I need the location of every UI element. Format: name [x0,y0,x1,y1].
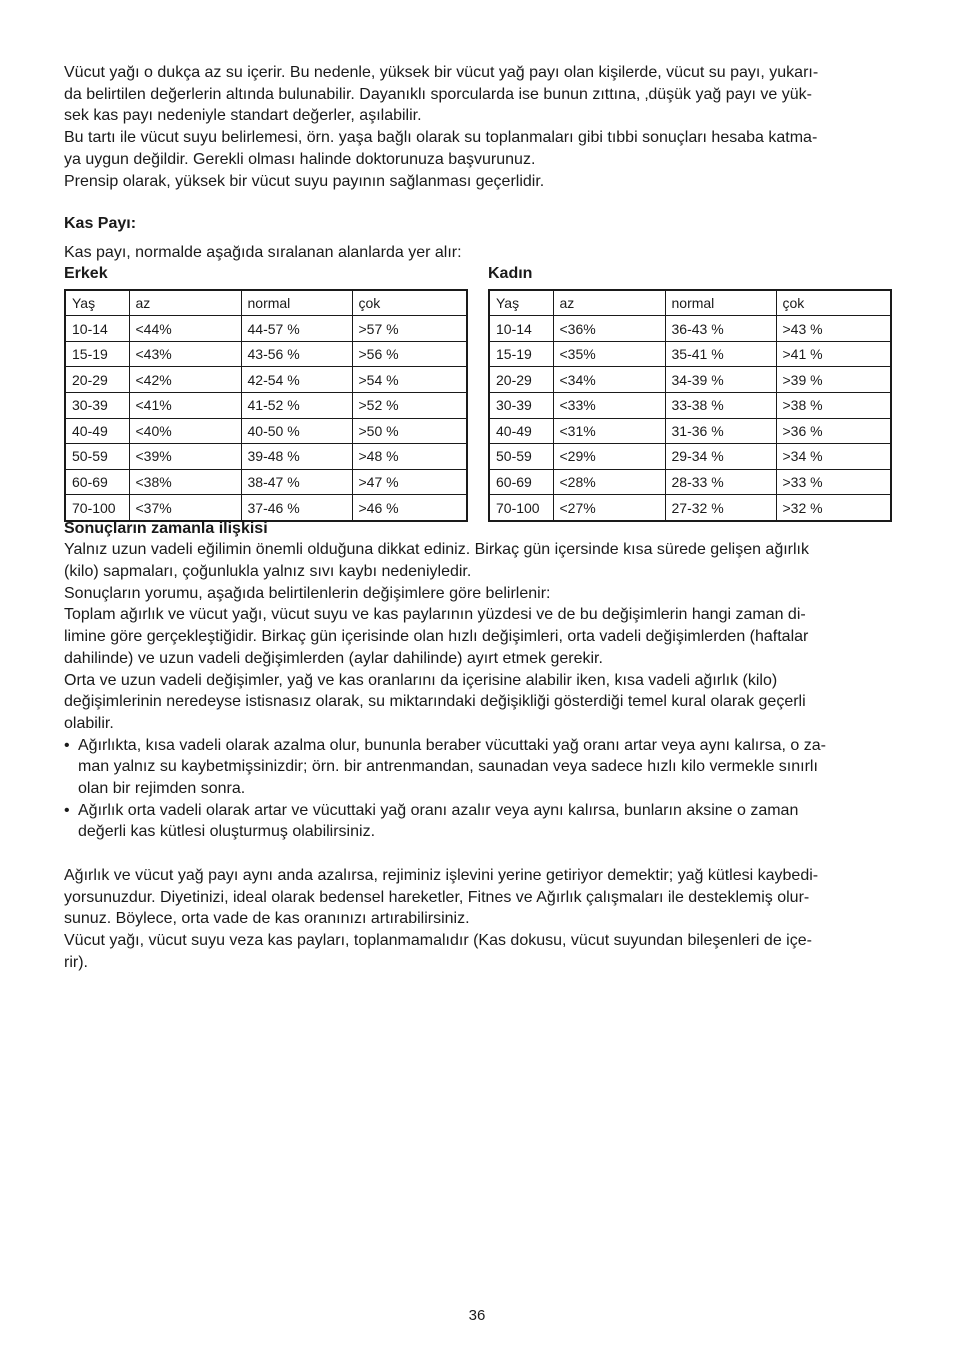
table-cell: >48 % [352,444,467,470]
text-line: sek kas payı nedeniyle standart değerler, aşılabilir. [64,107,422,125]
table-cell: <41% [129,393,241,419]
list-item [64,735,890,800]
kadin-table-block [488,264,890,522]
table-cell: 34-39 % [665,367,776,393]
table-row [489,469,891,495]
erkek-table-block [64,264,466,522]
text-line: Yalnız uzun vadeli eğilimin önemli olduğuna dikkat ediniz. Birkaç gün içersinde kısa sürede gelişen ağırlık [64,541,809,559]
table-header-cell: az [129,290,241,316]
table-cell: 27-32 % [665,495,776,521]
table-cell: 70-100 [489,495,553,521]
table-cell: >38 % [776,393,891,419]
kadin-title: Kadın [488,264,533,282]
table-cell: 35-41 % [665,341,776,367]
table-cell: 40-49 [65,418,129,444]
table-cell: 33-38 % [665,393,776,419]
table-cell: <37% [129,495,241,521]
table-cell: 39-48 % [241,444,352,470]
table-row [489,316,891,342]
table-row [489,418,891,444]
text-line: Orta ve uzun vadeli değişimler, yağ ve kas oranlarını da içerisine alabilir iken, kısa vadeli ağırlık (kilo) [64,671,778,689]
table-cell: >32 % [776,495,891,521]
sonuc-bullets [64,735,890,844]
kas-heading: Kas Payı: [64,215,137,233]
kas-intro: Kas payı, normalde aşağıda sıralanan alanlarda yer alır: [64,243,462,261]
table-cell: 36-43 % [665,316,776,342]
table-header-cell: Yaş [65,290,129,316]
table-row [65,393,467,419]
table-cell: 60-69 [489,469,553,495]
table-cell: <35% [553,341,665,367]
sonuc-paragraph [64,539,890,734]
table-cell: >43 % [776,316,891,342]
table-cell: 60-69 [65,469,129,495]
table-cell: 10-14 [489,316,553,342]
table-cell: <28% [553,469,665,495]
table-row [65,367,467,393]
page-content [64,62,890,973]
table-cell: <31% [553,418,665,444]
table-cell: 28-33 % [665,469,776,495]
text-line: olabilir. [64,714,114,732]
text-line: Prensip olarak, yüksek bir vücut suyu payının sağlanması geçerlidir. [64,172,545,190]
text-line: Sonuçların yorumu, aşağıda belirtilenlerin değişimlere göre belirlenir: [64,584,551,602]
table-header-row [65,290,467,316]
table-cell: 43-56 % [241,341,352,367]
text-line: Bu tartı ile vücut suyu belirlemesi, örn. yaşa bağlı olarak su toplanmaları gibi tıbbi sonuçları hesaba katma- [64,129,818,147]
outro-paragraph [64,865,890,974]
table-cell: 41-52 % [241,393,352,419]
text-line: yorsunuzdur. Diyetinizi, ideal olarak bedensel hareketler, Fitnes ve Ağırlık çalışmaları ile desteklemiş olur- [64,888,810,906]
table-row [65,495,467,521]
table-header-cell: normal [665,290,776,316]
sonuc-heading: Sonuçların zamanla ilişkisi [64,519,268,537]
table-row [65,444,467,470]
text-line: sunuz. Böylece, orta vade de kas oranınızı artırabilirsiniz. [64,910,470,928]
table-cell: >34 % [776,444,891,470]
table-cell: <36% [553,316,665,342]
text-line: Vücut yağı, vücut suyu veza kas payları, toplanmamalıdır (Kas dokusu, vücut suyundan bileşenleri de içe- [64,931,812,949]
table-cell: <44% [129,316,241,342]
table-cell: 30-39 [489,393,553,419]
table-row [489,341,891,367]
table-header-cell: az [553,290,665,316]
table-cell: <38% [129,469,241,495]
table-cell: >39 % [776,367,891,393]
text-line: da belirtilen değerlerin altında bulunabilir. Dayanıklı sporcularda ise bunun zıttına, ‚düşük yağ payı ve yük- [64,85,812,103]
table-cell: 50-59 [489,444,553,470]
table-cell: 38-47 % [241,469,352,495]
table-cell: >47 % [352,469,467,495]
table-cell: >33 % [776,469,891,495]
table-header-cell: Yaş [489,290,553,316]
erkek-title: Erkek [64,264,108,282]
table-cell: <33% [553,393,665,419]
text-line: dahilinde) ve uzun vadeli değişimlerden (aylar dahilinde) ayırt etmek gerekir. [64,649,603,667]
table-cell: >52 % [352,393,467,419]
table-row [489,495,891,521]
table-cell: >57 % [352,316,467,342]
table-cell: <42% [129,367,241,393]
table-header-row [489,290,891,316]
text-line: limine göre gerçekleştiğidir. Birkaç gün içerisinde olan hızlı değişimleri, orta vadeli değişimlerden (haftalar [64,628,809,646]
table-cell: >56 % [352,341,467,367]
table-cell: 20-29 [65,367,129,393]
text-line: olan bir rejimden sonra. [78,780,246,798]
table-cell: <29% [553,444,665,470]
table-cell: <34% [553,367,665,393]
page-number: 36 [468,1307,486,1324]
table-cell: <39% [129,444,241,470]
table-cell: 42-54 % [241,367,352,393]
table-cell: <43% [129,341,241,367]
table-cell: 31-36 % [665,418,776,444]
table-cell: 70-100 [65,495,129,521]
table-cell: 40-49 [489,418,553,444]
table-cell: 30-39 [65,393,129,419]
text-line: man yalnız su kaybetmişsinizdir; örn. bir antrenmandan, saunadan veya sadece hızlı kilo vermekle sınırlı [78,758,818,776]
text-line: değişimlerinin neredeyse istisnasız olarak, su miktarındaki değişikliği gösterdiği temel kural olarak geçerli [64,693,806,711]
table-cell: 15-19 [65,341,129,367]
table-row [489,367,891,393]
table-cell: 20-29 [489,367,553,393]
text-line: • Ağırlıkta, kısa vadeli olarak azalma olur, bununla beraber vücuttaki yağ oranı artar veya aynı kalırsa, o za- [78,736,826,754]
table-cell: 15-19 [489,341,553,367]
text-line: rir). [64,953,88,971]
table-row [489,393,891,419]
text-line: ya uygun değildir. Gerekli olması halinde doktorunuza başvurunuz. [64,150,536,168]
table-row [65,316,467,342]
table-cell: >46 % [352,495,467,521]
muscle-tables [64,264,890,516]
intro-paragraph [64,62,890,192]
table-cell: 40-50 % [241,418,352,444]
table-header-cell: çok [352,290,467,316]
table-cell: >50 % [352,418,467,444]
text-line: • Ağırlık orta vadeli olarak artar ve vücuttaki yağ oranı azalır veya aynı kalırsa, bunların aksine o zaman [78,801,799,819]
table-cell: 10-14 [65,316,129,342]
table-cell: >54 % [352,367,467,393]
table-cell: 44-57 % [241,316,352,342]
table-cell: 29-34 % [665,444,776,470]
table-cell: 37-46 % [241,495,352,521]
table-header-cell: çok [776,290,891,316]
table-row [489,444,891,470]
list-item [64,800,890,843]
table-cell: <40% [129,418,241,444]
table-header-cell: normal [241,290,352,316]
erkek-table [64,289,468,522]
table-row [65,341,467,367]
text-line: Ağırlık ve vücut yağ payı aynı anda azalırsa, rejiminiz işlevini yerine getiriyor demektir; yağ kütlesi kaybedi- [64,866,819,884]
text-line: (kilo) sapmaları, çoğunlukla yalnız sıvı kaybı nedeniyledir. [64,563,472,581]
text-line: değerli kas kütlesi oluşturmuş olabilirsiniz. [78,823,376,841]
text-line: Toplam ağırlık ve vücut yağı, vücut suyu ve kas paylarının yüzdesi ve de bu değişimlerin hangi zaman di- [64,606,806,624]
table-cell: 50-59 [65,444,129,470]
table-row [65,469,467,495]
text-line: Vücut yağı o dukça az su içerir. Bu nedenle, yüksek bir vücut yağ payı olan kişilerde, vücut su payı, yukarı- [64,64,819,81]
table-cell: <27% [553,495,665,521]
table-row [65,418,467,444]
table-cell: >36 % [776,418,891,444]
table-cell: >41 % [776,341,891,367]
kadin-table [488,289,892,522]
